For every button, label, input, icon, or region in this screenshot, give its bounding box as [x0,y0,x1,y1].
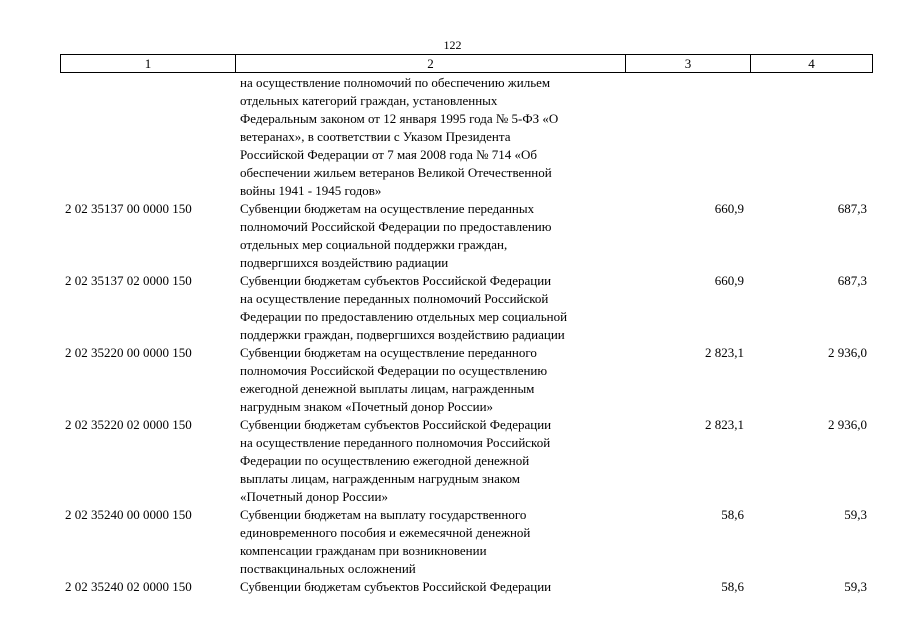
column-header-4: 4 [751,55,873,73]
row-description: Субвенции бюджетам на выплату государственного единовременного пособия и ежемесячной денежной компенсации гражданам при возникновении поствакцинальных осложнений [240,507,531,576]
row-value-col3: 660,9 [714,273,744,288]
row-value-col4: 687,3 [837,273,867,288]
page-number: 122 [443,38,462,52]
row-value-col4: 59,3 [844,507,867,522]
table-row [0,506,905,578]
column-header-3: 3 [626,55,751,73]
table-row [0,578,905,596]
table-row [0,272,905,344]
row-value-col3: 2 823,1 [705,417,744,432]
row-description: Субвенции бюджетам на осуществление переданных полномочий Российской Федерации по предоставлению отдельных мер социальной поддержки граждан, подвергшихся воздействию радиации [240,201,552,270]
row-code: 2 02 35240 02 0000 150 [65,579,192,594]
table-body [0,74,905,596]
row-description: Субвенции бюджетам субъектов Российской Федерации на осуществление переданных полномочий Российской Федерации по предоставлению отдельных мер социальной поддержки граждан, подвергшихся воздействию радиации [240,273,568,342]
column-header-row [61,55,873,73]
column-header-1: 1 [61,55,236,73]
table-row [0,416,905,506]
row-description: на осуществление полномочий по обеспечению жильем отдельных категорий граждан, установленных Федеральным законом от 12 января 1995 года № 5-ФЗ «О ветеранах», в соответствии с Указом Президента Российской Федерации от 7 мая 2008 года № 714 «Об обеспечении жильем ветеранов Великой Отечественной войны 1941 - 1945 годов» [240,75,559,198]
row-value-col4: 59,3 [844,579,867,594]
row-value-col3: 58,6 [721,579,744,594]
table-row [0,200,905,272]
row-value-col4: 2 936,0 [828,345,867,360]
row-description: Субвенции бюджетам субъектов Российской Федерации [240,579,552,594]
row-code: 2 02 35220 02 0000 150 [65,417,192,432]
row-code: 2 02 35137 00 0000 150 [65,201,192,216]
row-description: Субвенции бюджетам на осуществление переданного полномочия Российской Федерации по осуществлению ежегодной денежной выплаты лицам, награжденным нагрудным знаком «Почетный донор России» [240,345,548,414]
row-code: 2 02 35240 00 0000 150 [65,507,192,522]
row-value-col3: 660,9 [714,201,744,216]
row-value-col3: 58,6 [721,507,744,522]
table-row [0,74,905,200]
table-row [0,344,905,416]
row-value-col3: 2 823,1 [705,345,744,360]
row-value-col4: 2 936,0 [828,417,867,432]
row-code: 2 02 35137 02 0000 150 [65,273,192,288]
row-code: 2 02 35220 00 0000 150 [65,345,192,360]
column-header-table [60,54,873,73]
column-header-2: 2 [236,55,626,73]
row-description: Субвенции бюджетам субъектов Российской Федерации на осуществление переданного полномочия Российской Федерации по осуществлению ежегодной денежной выплаты лицам, награжденным нагрудным знаком «Почетный донор России» [240,417,552,504]
row-value-col4: 687,3 [837,201,867,216]
